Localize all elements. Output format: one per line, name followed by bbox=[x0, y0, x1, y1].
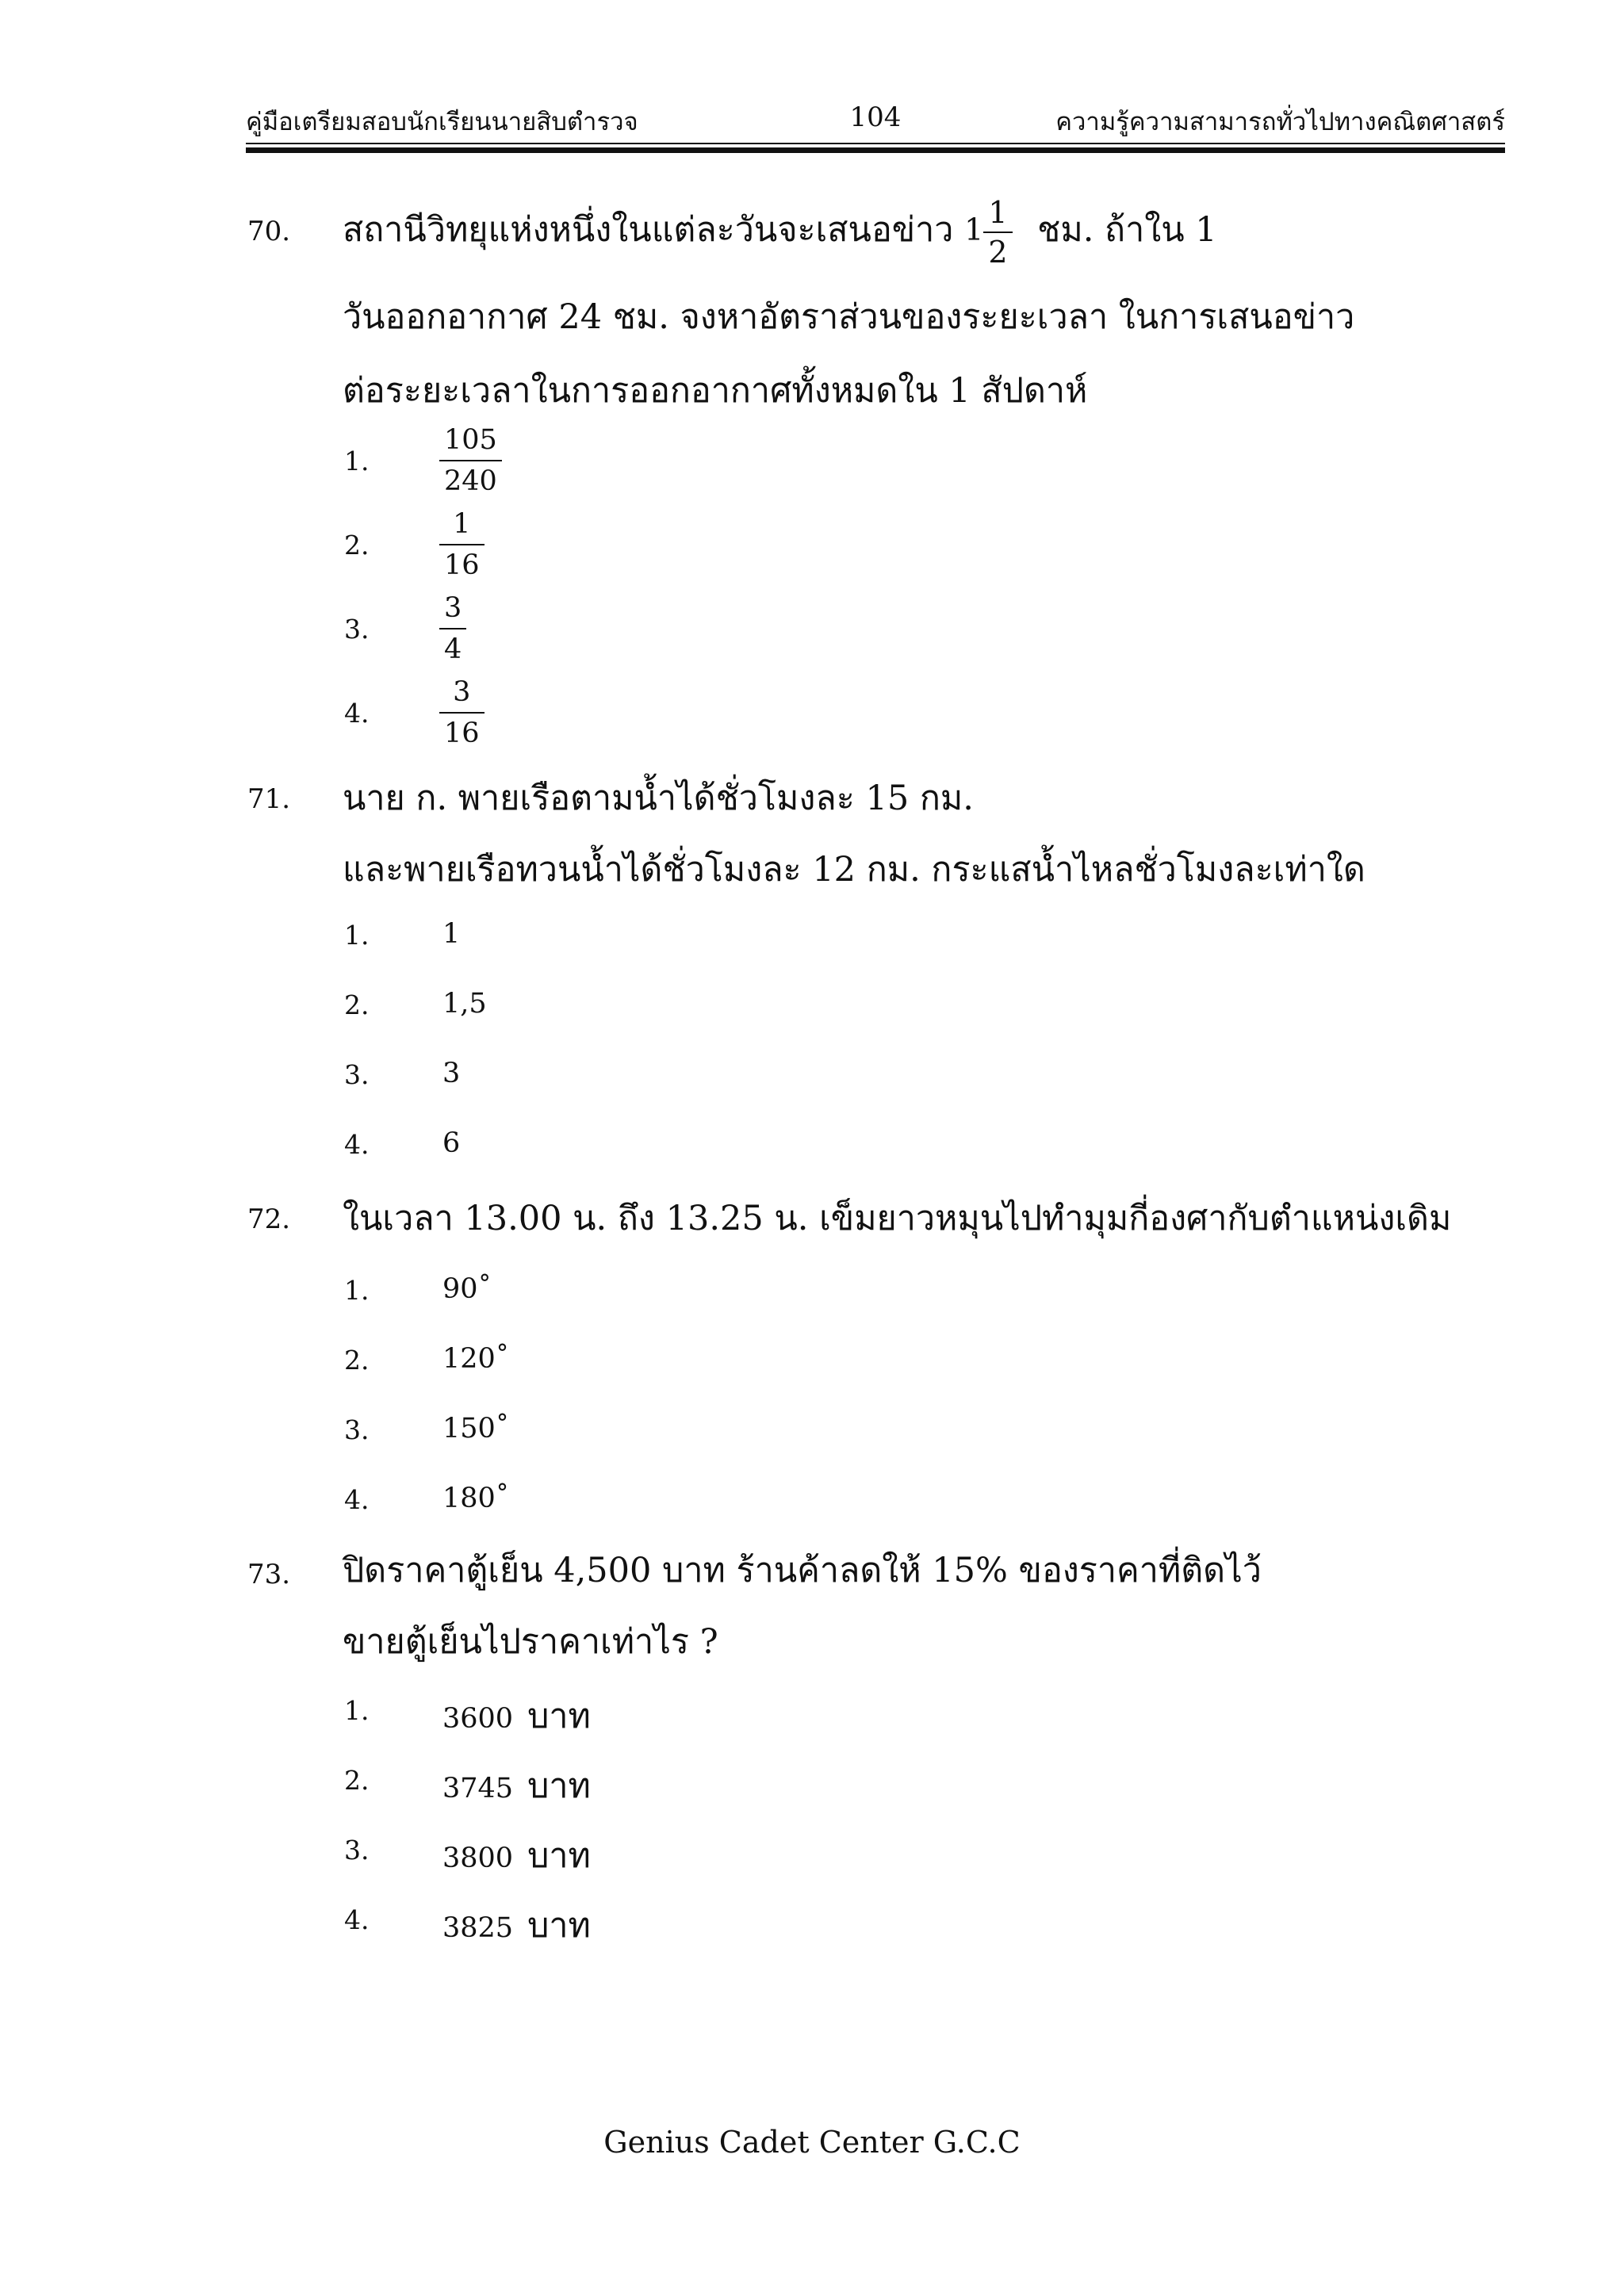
page-footer: Genius Cadet Center G.C.C bbox=[603, 2125, 1021, 2160]
option-value bbox=[442, 1689, 591, 1743]
fraction-numerator: 105 bbox=[444, 424, 497, 456]
option-unit: บาท bbox=[527, 1697, 591, 1736]
fraction-denominator: 16 bbox=[439, 712, 485, 750]
option-unit: บาท bbox=[527, 1836, 591, 1876]
question-text: ในเวลา 13.00 น. ถึง 13.25 น. เข็มยาวหมุนไปทำมุมกี่องศากับตำแหน่งเดิม bbox=[343, 1199, 1452, 1238]
option-label: 4. bbox=[344, 1904, 370, 1935]
option-amount: 3825 bbox=[442, 1912, 514, 1944]
option-value: 6 bbox=[442, 1127, 461, 1159]
mixed-whole: 1 bbox=[964, 212, 984, 247]
header-chapter-title: ความรู้ความสามารถทั่วไปทางคณิตศาสตร์ bbox=[1055, 108, 1505, 136]
option-fraction bbox=[439, 675, 485, 750]
page-number: 104 bbox=[849, 101, 902, 133]
option-label: 2. bbox=[344, 1765, 370, 1796]
fraction-denominator: 2 bbox=[983, 232, 1012, 268]
option-label: 4. bbox=[344, 698, 370, 729]
option-fraction bbox=[439, 591, 466, 666]
option-amount: 3800 bbox=[442, 1843, 514, 1874]
option-unit: บาท bbox=[527, 1766, 591, 1806]
option-value bbox=[442, 1898, 591, 1952]
option-amount: 3745 bbox=[442, 1773, 514, 1804]
option-label: 2. bbox=[344, 1345, 370, 1376]
option-value: 120˚ bbox=[442, 1343, 510, 1375]
question-number: 73. bbox=[247, 1559, 291, 1590]
question-number: 70. bbox=[247, 216, 291, 247]
question-text: และพายเรือทวนน้ำได้ชั่วโมงละ 12 กม. กระแสน้ำไหลชั่วโมงละเท่าใด bbox=[343, 850, 1365, 890]
option-label: 2. bbox=[344, 989, 370, 1020]
option-unit: บาท bbox=[527, 1906, 591, 1946]
fraction-numerator: 3 bbox=[453, 676, 471, 708]
option-label: 3. bbox=[344, 1835, 370, 1866]
question-text: ขายตู้เย็นไปราคาเท่าไร ? bbox=[343, 1622, 718, 1662]
page-header bbox=[246, 101, 1505, 141]
question-text: ต่อระยะเวลาในการออกอากาศทั้งหมดใน 1 สัปดาห์ bbox=[343, 371, 1088, 411]
question-text: วันออกอากาศ 24 ชม. จงหาอัตราส่วนของระยะเวลา ในการเสนอข่าว bbox=[343, 297, 1355, 337]
fraction-numerator: 3 bbox=[444, 592, 462, 624]
option-label: 2. bbox=[344, 530, 370, 561]
mixed-fraction bbox=[983, 197, 1012, 268]
mixed-number bbox=[964, 197, 1012, 268]
fraction-numerator: 1 bbox=[453, 508, 471, 540]
option-value: 180˚ bbox=[442, 1483, 510, 1514]
option-value: 1 bbox=[442, 918, 461, 950]
header-rule-thin bbox=[246, 143, 1505, 144]
option-label: 1. bbox=[344, 920, 370, 951]
question-text: ชม. ถ้าใน 1 bbox=[1037, 210, 1217, 250]
option-fraction bbox=[439, 423, 502, 498]
option-label: 4. bbox=[344, 1129, 370, 1160]
question-line bbox=[343, 197, 1217, 268]
option-value: 150˚ bbox=[442, 1413, 510, 1445]
option-label: 1. bbox=[344, 446, 370, 476]
option-value: 90˚ bbox=[442, 1273, 492, 1305]
option-label: 1. bbox=[344, 1695, 370, 1726]
question-number: 71. bbox=[247, 783, 291, 815]
option-label: 1. bbox=[344, 1275, 370, 1306]
fraction-denominator: 240 bbox=[439, 460, 502, 498]
header-book-title: คู่มือเตรียมสอบนักเรียนนายสิบตำรวจ bbox=[246, 108, 638, 136]
question-text: นาย ก. พายเรือตามน้ำได้ชั่วโมงละ 15 กม. bbox=[343, 779, 974, 818]
question-text: สถานีวิทยุแห่งหนึ่งในแต่ละวันจะเสนอข่าว bbox=[343, 210, 954, 250]
option-value: 3 bbox=[442, 1058, 461, 1089]
question-number: 72. bbox=[247, 1203, 291, 1235]
option-value bbox=[442, 1758, 591, 1812]
option-label: 3. bbox=[344, 1059, 370, 1090]
option-label: 3. bbox=[344, 614, 370, 645]
option-label: 4. bbox=[344, 1484, 370, 1515]
option-value: 1,5 bbox=[442, 988, 487, 1020]
option-amount: 3600 bbox=[442, 1703, 514, 1735]
question-text: ปิดราคาตู้เย็น 4,500 บาท ร้านค้าลดให้ 15% ของราคาที่ติดไว้ bbox=[343, 1551, 1262, 1590]
option-label: 3. bbox=[344, 1414, 370, 1445]
option-value bbox=[442, 1828, 591, 1882]
option-fraction bbox=[439, 507, 485, 582]
header-rule-thick bbox=[246, 147, 1505, 153]
fraction-numerator: 1 bbox=[988, 195, 1008, 230]
fraction-denominator: 4 bbox=[439, 628, 466, 666]
fraction-denominator: 16 bbox=[439, 544, 485, 582]
